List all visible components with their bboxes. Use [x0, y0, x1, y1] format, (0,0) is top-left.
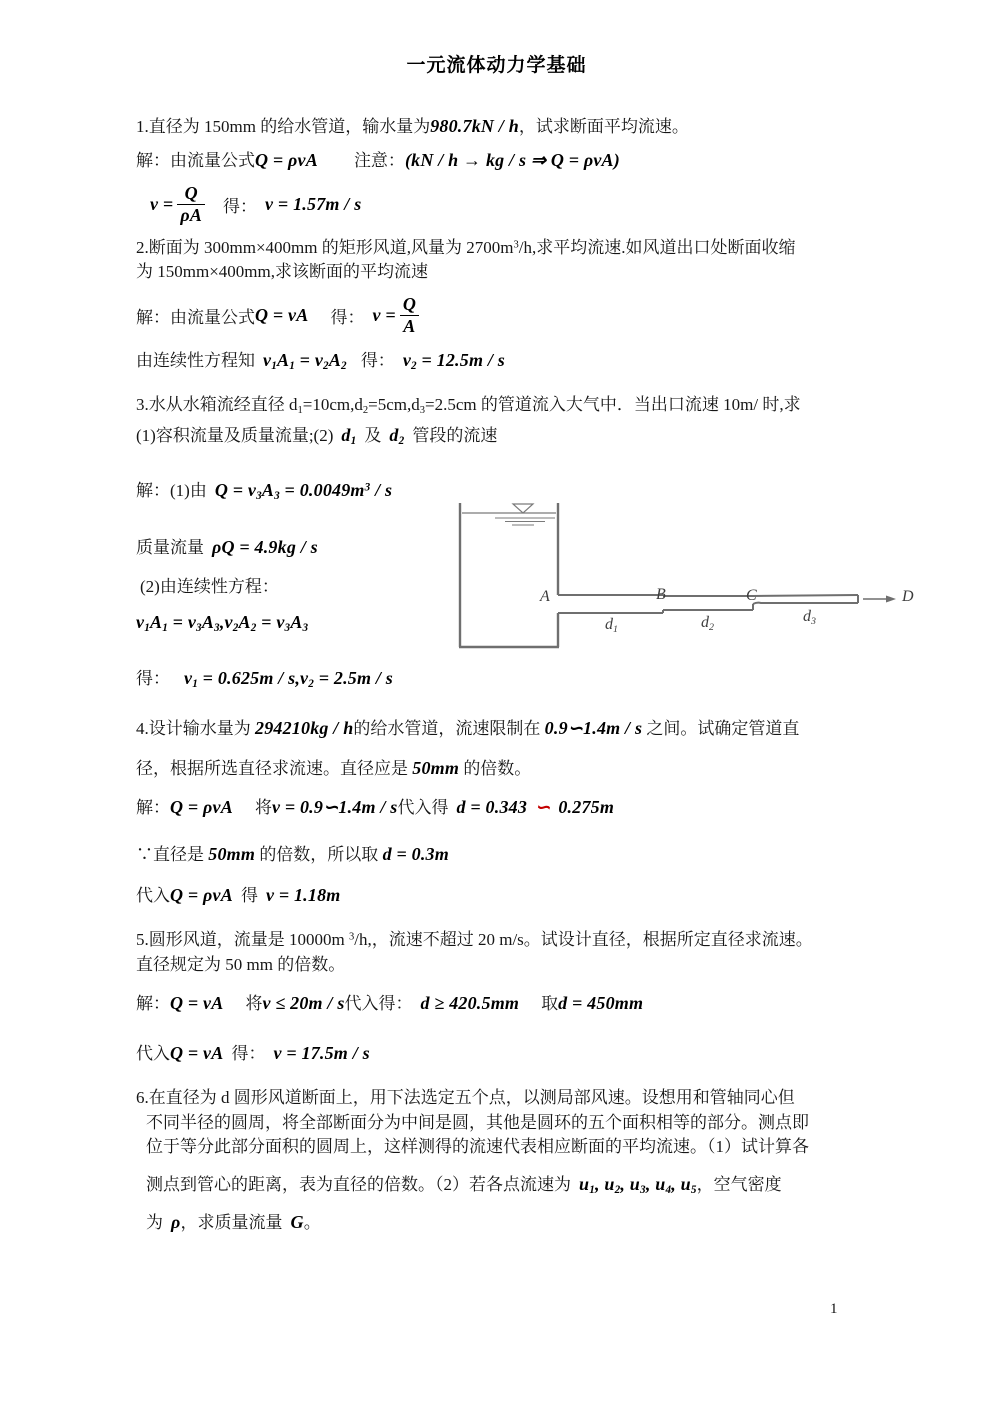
- problem-2-statement-line1: [136, 233, 795, 258]
- statement-text: ，试求断面平均流速。: [518, 117, 689, 136]
- fraction-numerator: Q: [184, 182, 198, 203]
- velocity-lhs: v =: [150, 193, 174, 214]
- statement-text: 之间。试确定管道直: [642, 719, 800, 738]
- problem-4-substitute-line: [136, 881, 341, 906]
- fraction-q-over-rho-a: [177, 183, 205, 225]
- solution-label: 解：(1)由: [136, 481, 207, 500]
- statement-text: 测点到管心的距离，表为直径的倍数。（2）若各点流速为: [146, 1175, 571, 1194]
- statement-text: 位于等分此部分面积的圆周上，这样测得的流速代表相应断面的平均流速。（1）试计算各: [146, 1137, 809, 1156]
- page-number: 1: [830, 1301, 838, 1317]
- result-label: 得: [240, 886, 258, 905]
- density-symbol: ρ: [171, 1212, 181, 1232]
- tank: [459, 503, 559, 647]
- velocity-result: v = 17.5m / s: [273, 1043, 370, 1063]
- problem-3-continuity-equation: [136, 612, 308, 633]
- statement-text: 2.断面为 300mm×400mm 的矩形风道,风量为 $2700m^3/h$,求平均流速.如风道出口处断面收缩: [136, 238, 796, 257]
- solution-label: 解：: [136, 798, 170, 817]
- section-label-a: A: [540, 588, 550, 605]
- diameter-multiple: 50mm: [412, 758, 460, 778]
- formula-q-v-a: Q = vA: [170, 1043, 224, 1063]
- result-label: 得：: [330, 307, 365, 327]
- velocity-result: v = 1.57m / s: [265, 193, 362, 214]
- problem-5-substitute-line: [136, 1039, 370, 1064]
- chosen-diameter: d = 450mm: [558, 993, 644, 1013]
- problem-5-statement-line2: [136, 950, 345, 975]
- diameter-result-left: d = 0.343: [456, 797, 528, 817]
- statement-text: 的倍数。: [459, 759, 532, 778]
- velocity-results: $v_1 = 0.625m / s,v_2 = 2.5m / s$: [184, 668, 393, 691]
- diameter-d1-symbol: $d_1$: [341, 425, 357, 448]
- problem-4-since-line: [136, 840, 449, 865]
- solution-label: 解：: [136, 994, 170, 1013]
- chosen-diameter: d = 0.3m: [382, 844, 449, 864]
- diameter-result-right: 0.275m: [558, 797, 615, 817]
- substitute-label: 将: [254, 798, 272, 817]
- statement-text: 管段的流速: [412, 426, 498, 445]
- problem-2-statement-line2: [136, 257, 428, 282]
- continuity-equation: $v_1A_1 = v_2A_2$: [263, 350, 347, 373]
- flow-rate-value: 294210kg / h: [255, 718, 354, 738]
- problem-3-mass-flow: [136, 533, 318, 558]
- result-label: 得：: [136, 669, 170, 688]
- flow-arrow-icon: [863, 596, 896, 603]
- diameter-inequality: d ≥ 420.5mm: [420, 993, 520, 1013]
- problem-3-result: [136, 664, 393, 689]
- statement-text: 3.水从水箱流经直径 $d_1=10cm,d_2=5cm,d_3=2.5cm$ 的管道流入大气中．当出口流速 10m/ 时,求: [136, 395, 801, 416]
- formula-q-v-a: Q = vA: [170, 993, 224, 1013]
- problem-2-continuity: [136, 346, 505, 371]
- problem-4-solution: [136, 793, 614, 818]
- note-label: 注意：: [353, 151, 405, 170]
- section-label-d: D: [902, 588, 914, 605]
- tank-pipe-diagram: [450, 492, 960, 667]
- problem-5-solution: [136, 989, 643, 1014]
- formula-q-v-a: Q = vA: [255, 304, 309, 325]
- page-title: 一元流体动力学基础: [406, 55, 587, 76]
- statement-text: 直径规定为 50 mm 的倍数。: [136, 955, 346, 974]
- volume-flow-equation: $Q = v_3A_3 = 0.0049m^3 / s$: [214, 480, 393, 503]
- problem-3-solution-flow: [136, 476, 392, 501]
- statement-text: 4.设计输水量为: [136, 719, 255, 738]
- unit-conversion-note: (kN / h → kg / s ⇒ Q = ρvA): [404, 150, 620, 170]
- problem-6-statement-line5: [146, 1208, 321, 1233]
- substitute-result-label: 代入得：: [344, 994, 413, 1013]
- formula-q-rho-v-a: Q = ρvA: [170, 885, 233, 905]
- problem-1-solution-formula: [136, 146, 620, 171]
- since-text: ∵直径是: [136, 845, 209, 864]
- tilde-symbol: ∽: [535, 797, 551, 817]
- velocity-result: v = 1.18m: [265, 885, 341, 905]
- problem-6-statement-line1: [136, 1083, 795, 1108]
- continuity-equation: $v_1A_1 = v_3A_3,v_2A_2 = v_3A_3$: [136, 612, 309, 635]
- since-text: 的倍数，所以取: [255, 845, 383, 864]
- continuity-label: 由连续性方程知: [136, 351, 255, 370]
- problem-3-statement-line2: [136, 421, 497, 446]
- statement-text: 为 150mm×400mm,求该断面的平均流速: [136, 262, 428, 281]
- result-label: 得：: [360, 351, 395, 370]
- diameter-label-d3: $d_3$: [803, 608, 816, 627]
- problem-6-statement-line4: [146, 1170, 782, 1195]
- take-label: 取: [541, 994, 559, 1013]
- formula-q-rho-v-a: Q = ρvA: [170, 797, 233, 817]
- statement-text: 及: [364, 426, 382, 445]
- statement-text: ，求质量流量: [180, 1213, 283, 1232]
- statement-text: (1)容积流量及质量流量;(2): [136, 426, 334, 445]
- statement-text: 径，根据所选直径求流速。直径应是: [136, 759, 413, 778]
- velocity-range: v = 0.9∽1.4m / s: [271, 797, 398, 817]
- statement-text: ，空气密度: [696, 1175, 782, 1194]
- section-label-c: C: [746, 587, 757, 604]
- statement-text: 为: [146, 1213, 163, 1232]
- continuity-label: (2)由连续性方程：: [140, 577, 279, 596]
- substitute-label: 将: [245, 994, 263, 1013]
- substitute-label: 代入: [136, 1044, 170, 1063]
- diameter-label-d2: $d_2$: [701, 614, 714, 633]
- velocity-limit: v ≤ 20m / s: [262, 993, 345, 1013]
- diameter-label-d1: $d_1$: [605, 616, 618, 635]
- problem-1-statement: [136, 112, 689, 137]
- substitute-result-label: 代入得: [397, 798, 449, 817]
- mass-flow-equation: ρQ = 4.9kg / s: [212, 537, 318, 557]
- problem-3-continuity-label: [140, 572, 279, 597]
- problem-6-statement-line3: [146, 1132, 809, 1157]
- statement-text: 6.在直径为 d 圆形风道断面上，用下法选定五个点，以测局部风速。设想用和管轴同心但: [136, 1088, 795, 1107]
- water-surface-icon: [462, 504, 556, 525]
- statement-text: 。: [303, 1213, 321, 1232]
- statement-text: 的给水管道，流速限制在: [353, 719, 545, 738]
- velocity-result: $v_2 = 12.5m / s$: [402, 350, 505, 373]
- fraction-q-over-a: [400, 294, 419, 336]
- problem-1-result: [150, 180, 361, 228]
- problem-5-statement-line1: [136, 925, 813, 950]
- statement-text: 不同半径的圆周，将全部断面分为中间是圆，其他是圆环的五个面积相等的部分。测点即: [146, 1113, 809, 1132]
- problem-2-solution-formula: [136, 291, 423, 339]
- substitute-label: 代入: [136, 886, 170, 905]
- problem-6-statement-line2: [146, 1108, 809, 1133]
- problem-4-statement-line2: [136, 754, 531, 779]
- velocity-range: 0.9∽1.4m / s: [544, 718, 643, 738]
- flow-rate-value: 980.7kN / h: [430, 116, 519, 136]
- statement-text: 5.圆形风道，流量是 10000m $^3$/h,，流速不超过 20 m/s。试设计直径，根据所定直径求流速。: [136, 930, 813, 949]
- problem-3-statement-line1: [136, 390, 801, 415]
- solution-label: 解：由流量公式: [136, 151, 255, 170]
- mass-flow-symbol: G: [290, 1212, 304, 1232]
- tank-pipe-drawing: [450, 492, 960, 667]
- diameter-multiple: 50mm: [208, 844, 256, 864]
- velocity-lhs: v =: [372, 304, 396, 325]
- result-label: 得：: [223, 196, 258, 216]
- velocity-symbols: $u_1$, $u_2$, $u_3$, $u_4$, $u_5$: [579, 1174, 697, 1197]
- fraction-denominator: ρA: [177, 204, 205, 226]
- problem-4-statement-line1: [136, 714, 799, 739]
- section-label-b: B: [656, 586, 666, 603]
- solution-label: 解：由流量公式: [136, 307, 255, 327]
- fraction-numerator: Q: [402, 293, 417, 314]
- statement-text: 1.直径为 150mm 的给水管道，输水量为: [136, 117, 431, 136]
- mass-flow-label: 质量流量: [136, 538, 204, 557]
- diameter-d2-symbol: $d_2$: [389, 425, 405, 448]
- fraction-denominator: A: [400, 315, 419, 337]
- result-label: 得：: [231, 1044, 266, 1063]
- formula-q-rho-v-a: Q = ρvA: [255, 150, 318, 170]
